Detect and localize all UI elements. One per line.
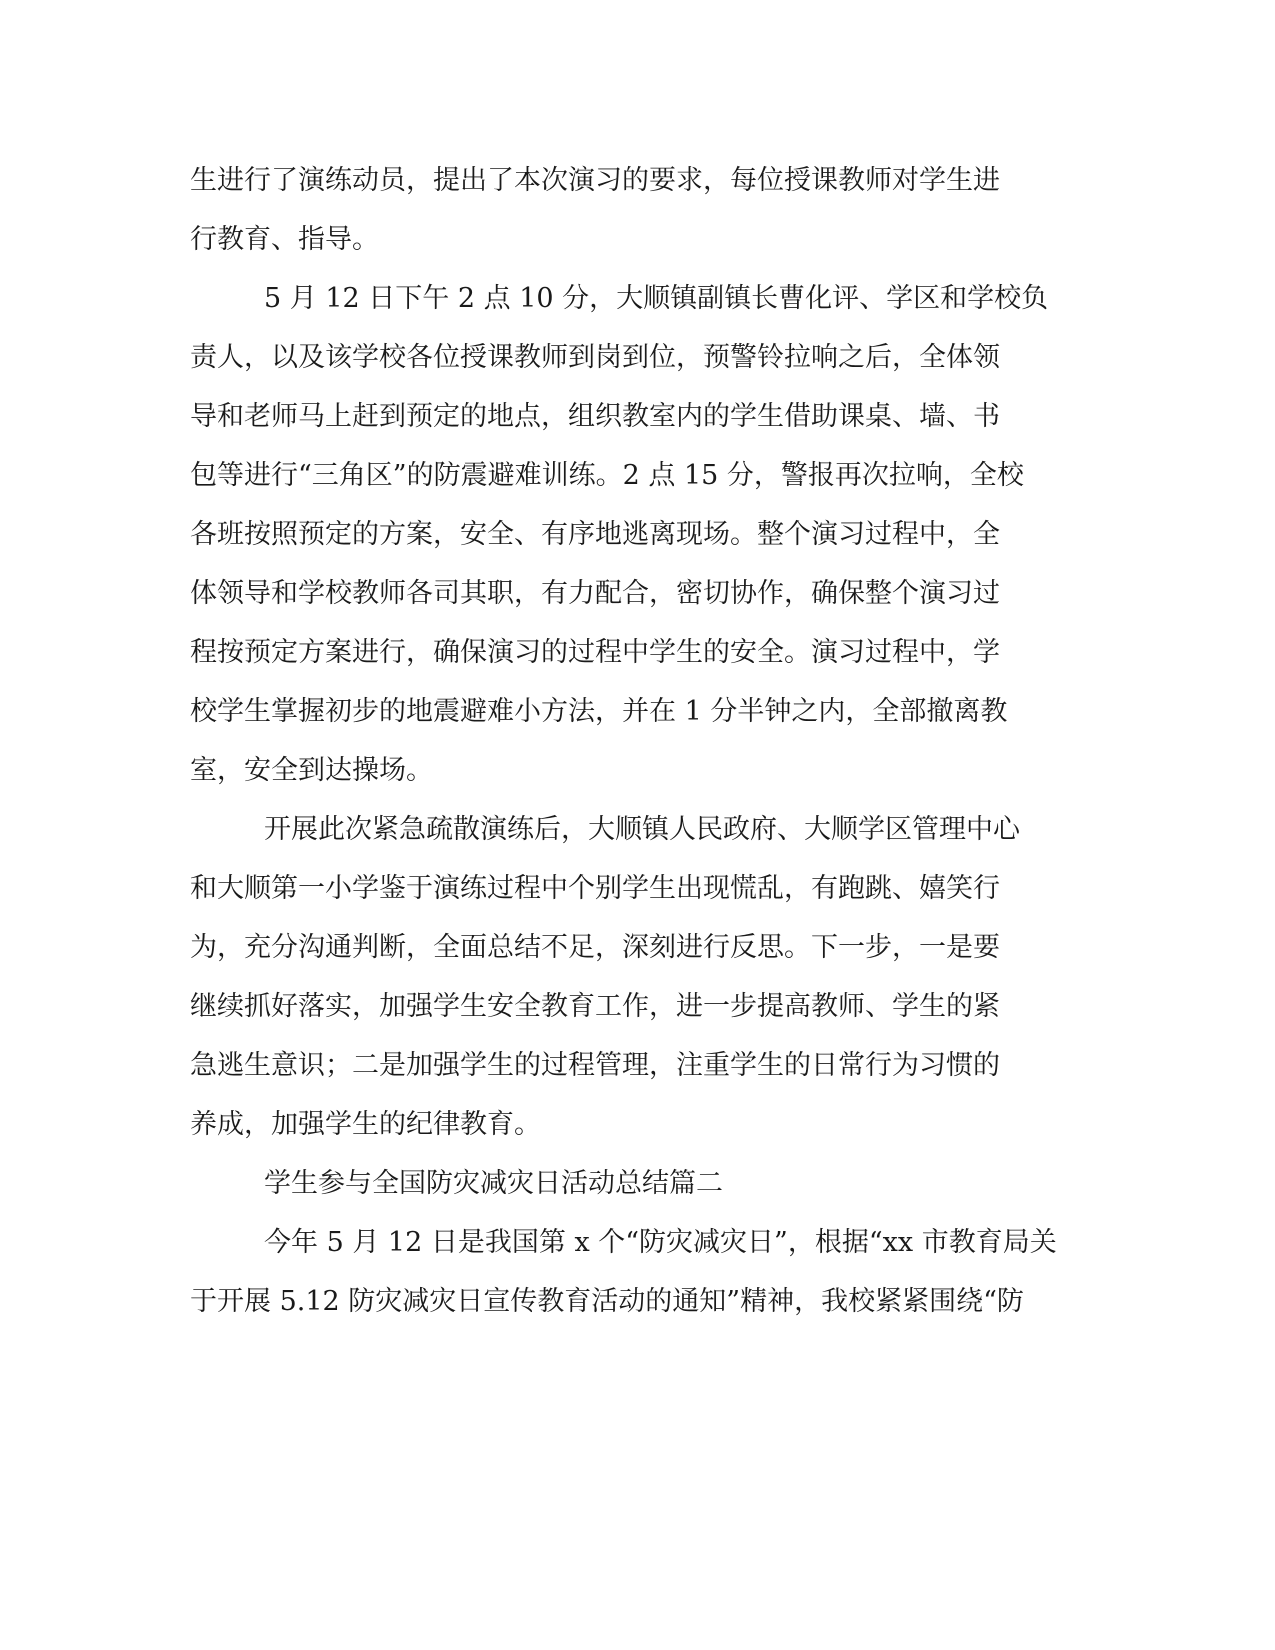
body-text-line: 导和老师马上赶到预定的地点，组织教室内的学生借助课桌、墙、书 bbox=[190, 401, 1000, 432]
section-heading: 学生参与全国防灾减灾日活动总结篇二 bbox=[264, 1168, 723, 1199]
body-text-line: 责人，以及该学校各位授课教师到岗到位，预警铃拉响之后，全体领 bbox=[190, 342, 1000, 373]
body-text-line: 各班按照预定的方案，安全、有序地逃离现场。整个演习过程中，全 bbox=[190, 519, 1000, 550]
paragraph-first-line: 5 月 12 日下午 2 点 10 分，大顺镇副镇长曹化评、学区和学校负 bbox=[264, 283, 1049, 314]
body-text-line: 体领导和学校教师各司其职，有力配合，密切协作，确保整个演习过 bbox=[190, 578, 1000, 609]
body-text-line: 室，安全到达操场。 bbox=[190, 755, 433, 786]
body-text-line: 生进行了演练动员，提出了本次演习的要求，每位授课教师对学生进 bbox=[190, 165, 1000, 196]
body-text-line: 和大顺第一小学鉴于演练过程中个别学生出现慌乱，有跑跳、嬉笑行 bbox=[190, 873, 1000, 904]
body-text-line: 行教育、指导。 bbox=[190, 224, 379, 255]
body-text-line: 继续抓好落实，加强学生安全教育工作，进一步提高教师、学生的紧 bbox=[190, 991, 1000, 1022]
paragraph-first-line: 今年 5 月 12 日是我国第 x 个“防灾减灾日”，根据“xx 市教育局关 bbox=[264, 1227, 1057, 1258]
body-text-line: 程按预定方案进行，确保演习的过程中学生的安全。演习过程中，学 bbox=[190, 637, 1000, 668]
body-text-line: 为，充分沟通判断，全面总结不足，深刻进行反思。下一步，一是要 bbox=[190, 932, 1000, 963]
body-text-line: 于开展 5.12 防灾减灾日宣传教育活动的通知”精神，我校紧紧围绕“防 bbox=[190, 1286, 1024, 1317]
body-text-line: 校学生掌握初步的地震避难小方法，并在 1 分半钟之内，全部撤离教 bbox=[190, 696, 1008, 727]
paragraph-first-line: 开展此次紧急疏散演练后，大顺镇人民政府、大顺学区管理中心 bbox=[264, 814, 1020, 845]
body-text-line: 养成，加强学生的纪律教育。 bbox=[190, 1109, 541, 1140]
body-text-line: 急逃生意识；二是加强学生的过程管理，注重学生的日常行为习惯的 bbox=[190, 1050, 1000, 1081]
body-text-line: 包等进行“三角区”的防震避难训练。2 点 15 分，警报再次拉响，全校 bbox=[190, 460, 1024, 491]
